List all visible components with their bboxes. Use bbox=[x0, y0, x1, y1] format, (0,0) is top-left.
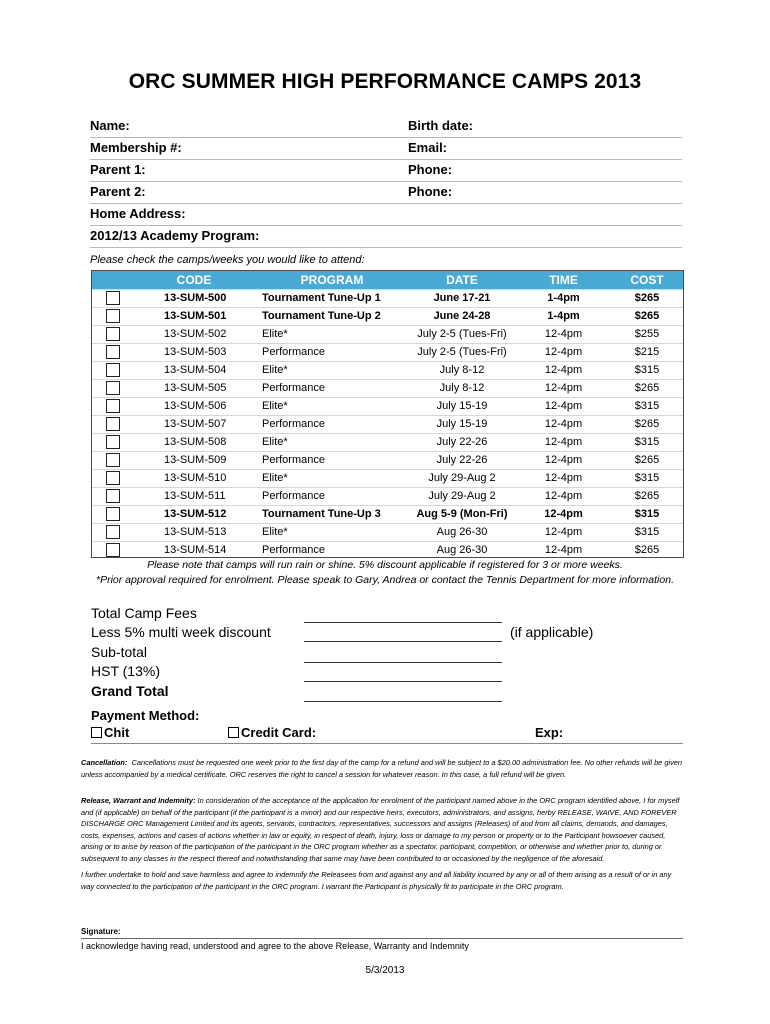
cancellation-paragraph bbox=[81, 757, 684, 780]
camp-checkbox[interactable] bbox=[106, 543, 120, 557]
camp-checkbox[interactable] bbox=[106, 435, 120, 449]
cell-cost: $315 bbox=[634, 526, 660, 538]
exp-label: Exp: bbox=[535, 725, 564, 740]
header-program: PROGRAM bbox=[300, 273, 364, 287]
credit-card-label: Credit Card: bbox=[241, 725, 317, 740]
camp-checkbox[interactable] bbox=[106, 327, 120, 341]
table-row bbox=[92, 523, 683, 542]
cell-code: 13-SUM-508 bbox=[164, 436, 227, 448]
cell-code: 13-SUM-503 bbox=[164, 346, 227, 358]
table-row bbox=[92, 433, 683, 452]
cell-cost: $265 bbox=[634, 418, 660, 430]
cell-date: July 15-19 bbox=[436, 400, 488, 412]
cell-code: 13-SUM-512 bbox=[164, 508, 227, 520]
signature-label: Signature: bbox=[81, 927, 121, 936]
table-row bbox=[92, 379, 683, 398]
cell-code: 13-SUM-504 bbox=[164, 364, 227, 376]
cell-date: July 8-12 bbox=[439, 382, 485, 394]
chit-label: Chit bbox=[104, 725, 130, 740]
cell-code: 13-SUM-502 bbox=[164, 328, 227, 340]
cell-program: Performance bbox=[262, 454, 325, 466]
cell-cost: $315 bbox=[634, 436, 660, 448]
cell-date: July 29-Aug 2 bbox=[428, 472, 496, 484]
grand-total-line[interactable] bbox=[304, 700, 502, 702]
discount-line[interactable] bbox=[304, 640, 502, 642]
name-label: Name: bbox=[90, 118, 130, 133]
payment-method-label: Payment Method: bbox=[91, 708, 200, 723]
signature-line[interactable] bbox=[81, 938, 683, 939]
table-row bbox=[92, 487, 683, 506]
release-text: In consideration of the acceptance of the application for enrolment of the participant named above in the ORC program identified above, I for myself and (if applicable) on behalf of the participant (if the participant is a minor) and our respective heirs, executors, administrators, and assigns, herby RELEASE, WAIVE, AND FOREVER DISCHARGE ORC Management Limited and its agents, servants, contractors, representatives, successors and assigns (Releases) of and from all claims, demands, and damages, costs, expenses, actions and cases of actions whether in law or equity, in respect of death, injury, loss or damage to my person or property or to the Participant howsoever caused, arising or to arise by reason of the participation of the participant in the ORC program whether as a spectator, participant, competition, or otherwise and whether prior to, during or subsequent to any classes in the respect thereof and notwithstanding that same may have been contributed to or occasioned by the negligence of the aforesaid. bbox=[81, 796, 680, 863]
cell-cost: $265 bbox=[634, 544, 660, 556]
cancellation-title: Cancellation: bbox=[81, 758, 128, 767]
table-header bbox=[92, 271, 683, 289]
parent1-label: Parent 1: bbox=[90, 162, 146, 177]
header-code: CODE bbox=[176, 273, 212, 287]
camp-table bbox=[91, 270, 684, 558]
cell-time: 12-4pm bbox=[544, 346, 583, 358]
cell-code: 13-SUM-507 bbox=[164, 418, 227, 430]
footer-date: 5/3/2013 bbox=[365, 965, 405, 976]
table-row bbox=[92, 451, 683, 470]
subtotal-label: Sub-total bbox=[91, 644, 148, 660]
cell-program: Elite* bbox=[262, 472, 288, 484]
release-title: Release, Warrant and Indemnity: bbox=[81, 796, 196, 805]
cell-program: Performance bbox=[262, 382, 325, 394]
camp-checkbox[interactable] bbox=[106, 489, 120, 503]
credit-card-checkbox[interactable] bbox=[228, 727, 239, 738]
cell-time: 12-4pm bbox=[544, 526, 583, 538]
home-address-label: Home Address: bbox=[90, 206, 186, 221]
credit-card-option[interactable] bbox=[228, 725, 316, 740]
cell-date: July 2-5 (Tues-Fri) bbox=[417, 346, 507, 358]
cell-program: Tournament Tune-Up 2 bbox=[262, 310, 381, 322]
table-row bbox=[92, 289, 683, 308]
chit-checkbox[interactable] bbox=[91, 727, 102, 738]
cell-date: July 22-26 bbox=[436, 436, 488, 448]
cell-time: 12-4pm bbox=[544, 328, 583, 340]
release-paragraph bbox=[81, 795, 684, 864]
page-title: ORC SUMMER HIGH PERFORMANCE CAMPS 2013 bbox=[128, 70, 642, 93]
cell-cost: $315 bbox=[634, 400, 660, 412]
cell-program: Performance bbox=[262, 418, 325, 430]
name-row[interactable] bbox=[90, 115, 682, 138]
cell-time: 12-4pm bbox=[544, 472, 583, 484]
email-label: Email: bbox=[408, 140, 448, 155]
table-row bbox=[92, 469, 683, 488]
cell-code: 13-SUM-509 bbox=[164, 454, 227, 466]
cell-program: Elite* bbox=[262, 436, 288, 448]
cell-time: 12-4pm bbox=[544, 418, 583, 430]
payment-row bbox=[91, 724, 683, 744]
total-fees-label: Total Camp Fees bbox=[91, 605, 197, 621]
camp-checkbox[interactable] bbox=[106, 291, 120, 305]
cell-cost: $265 bbox=[634, 382, 660, 394]
camp-checkbox[interactable] bbox=[106, 471, 120, 485]
academy-program-label: 2012/13 Academy Program: bbox=[90, 228, 260, 243]
cell-program: Elite* bbox=[262, 400, 288, 412]
cell-time: 12-4pm bbox=[544, 508, 583, 520]
cell-date: July 2-5 (Tues-Fri) bbox=[417, 328, 507, 340]
camp-checkbox[interactable] bbox=[106, 363, 120, 377]
home-address-row[interactable] bbox=[90, 203, 682, 226]
cell-date: July 29-Aug 2 bbox=[428, 490, 496, 502]
cell-code: 13-SUM-505 bbox=[164, 382, 227, 394]
camp-checkbox[interactable] bbox=[106, 525, 120, 539]
membership-label: Membership #: bbox=[90, 140, 182, 155]
camp-checkbox[interactable] bbox=[106, 417, 120, 431]
table-row bbox=[92, 325, 683, 344]
parent2-label: Parent 2: bbox=[90, 184, 146, 199]
cell-program: Elite* bbox=[262, 526, 288, 538]
parent1-row[interactable] bbox=[90, 159, 682, 182]
cell-time: 12-4pm bbox=[544, 400, 583, 412]
cell-program: Performance bbox=[262, 490, 325, 502]
total-fees-line[interactable] bbox=[304, 621, 502, 623]
table-row bbox=[92, 343, 683, 362]
chit-option[interactable] bbox=[91, 725, 129, 740]
camp-checkbox[interactable] bbox=[106, 507, 120, 521]
cell-time: 12-4pm bbox=[544, 454, 583, 466]
cell-time: 12-4pm bbox=[544, 436, 583, 448]
cell-date: June 24-28 bbox=[433, 310, 491, 322]
cell-code: 13-SUM-500 bbox=[164, 292, 227, 304]
cell-code: 13-SUM-511 bbox=[164, 490, 226, 502]
cell-date: July 15-19 bbox=[436, 418, 488, 430]
cell-date: July 8-12 bbox=[439, 364, 485, 376]
if-applicable-label: (if applicable) bbox=[510, 624, 594, 640]
cell-date: June 17-21 bbox=[433, 292, 491, 304]
cell-program: Elite* bbox=[262, 328, 288, 340]
camp-checkbox[interactable] bbox=[106, 399, 120, 413]
academy-program-row[interactable] bbox=[90, 225, 682, 248]
hst-label: HST (13%) bbox=[91, 663, 160, 679]
table-row bbox=[92, 397, 683, 416]
cell-program: Tournament Tune-Up 3 bbox=[262, 508, 381, 520]
table-row bbox=[92, 415, 683, 434]
cell-time: 12-4pm bbox=[544, 364, 583, 376]
camp-checkbox[interactable] bbox=[106, 345, 120, 359]
cell-cost: $265 bbox=[634, 490, 660, 502]
birth-date-label: Birth date: bbox=[408, 118, 473, 133]
table-row bbox=[92, 361, 683, 380]
cell-code: 13-SUM-514 bbox=[164, 544, 227, 556]
camp-checkbox[interactable] bbox=[106, 381, 120, 395]
cell-cost: $265 bbox=[634, 292, 660, 304]
cell-cost: $255 bbox=[634, 328, 660, 340]
cell-cost: $315 bbox=[634, 508, 660, 520]
rain-note: Please note that camps will run rain or shine. 5% discount applicable if registered for 3 or more weeks. bbox=[147, 559, 623, 571]
cell-code: 13-SUM-501 bbox=[164, 310, 227, 322]
cell-date: Aug 26-30 bbox=[436, 526, 488, 538]
camp-checkbox[interactable] bbox=[106, 453, 120, 467]
header-date: DATE bbox=[446, 273, 478, 287]
parent2-row[interactable] bbox=[90, 181, 682, 204]
cell-code: 13-SUM-510 bbox=[164, 472, 227, 484]
table-row bbox=[92, 505, 683, 524]
cell-time: 12-4pm bbox=[544, 490, 583, 502]
cell-cost: $265 bbox=[634, 310, 660, 322]
cell-cost: $265 bbox=[634, 454, 660, 466]
cell-program: Elite* bbox=[262, 364, 288, 376]
cell-time: 1-4pm bbox=[547, 310, 580, 322]
table-row bbox=[92, 541, 683, 560]
cell-date: Aug 5-9 (Mon-Fri) bbox=[416, 508, 508, 520]
phone2-label: Phone: bbox=[408, 184, 453, 199]
cell-code: 13-SUM-506 bbox=[164, 400, 227, 412]
cell-cost: $215 bbox=[634, 346, 660, 358]
discount-label: Less 5% multi week discount bbox=[91, 624, 271, 640]
table-row bbox=[92, 307, 683, 326]
cell-program: Tournament Tune-Up 1 bbox=[262, 292, 381, 304]
cell-date: Aug 26-30 bbox=[436, 544, 488, 556]
subtotal-line[interactable] bbox=[304, 661, 502, 663]
cell-program: Performance bbox=[262, 544, 325, 556]
header-time: TIME bbox=[549, 273, 578, 287]
cell-cost: $315 bbox=[634, 364, 660, 376]
cell-time: 12-4pm bbox=[544, 544, 583, 556]
cell-date: July 22-26 bbox=[436, 454, 488, 466]
undertake-paragraph: I further undertake to hold and save harmless and agree to indemnify the Releasees from and against any and all liability incurred by any or all of them arising as a result of or in any way connected to the participation of the participant in the ORC program. I warrant the Participant is physically fit to participate in the ORC program. bbox=[81, 870, 672, 891]
camp-checkbox[interactable] bbox=[106, 309, 120, 323]
approval-note: *Prior approval required for enrolment. Please speak to Gary, Andrea or contact the Tennis Department for more information. bbox=[96, 574, 674, 586]
cell-program: Performance bbox=[262, 346, 325, 358]
cell-cost: $315 bbox=[634, 472, 660, 484]
header-cost: COST bbox=[630, 273, 664, 287]
phone1-label: Phone: bbox=[408, 162, 453, 177]
cell-code: 13-SUM-513 bbox=[164, 526, 227, 538]
hst-line[interactable] bbox=[304, 680, 502, 682]
cancellation-text: Cancellations must be requested one week prior to the first day of the camp for a refund and will be subject to a $20.00 administration fee. No other refunds will be given unless accompanied by a medical certificate. ORC reserves the right to cancel a session for whatever reason. In this case, a full refund will be given. bbox=[81, 758, 683, 779]
cell-time: 12-4pm bbox=[544, 382, 583, 394]
instructions: Please check the camps/weeks you would like to attend: bbox=[90, 254, 365, 266]
acknowledge-text: I acknowledge having read, understood and agree to the above Release, Warranty and Indemnity bbox=[81, 941, 469, 951]
membership-row[interactable] bbox=[90, 137, 682, 160]
grand-total-label: Grand Total bbox=[91, 683, 169, 699]
cell-time: 1-4pm bbox=[547, 292, 580, 304]
